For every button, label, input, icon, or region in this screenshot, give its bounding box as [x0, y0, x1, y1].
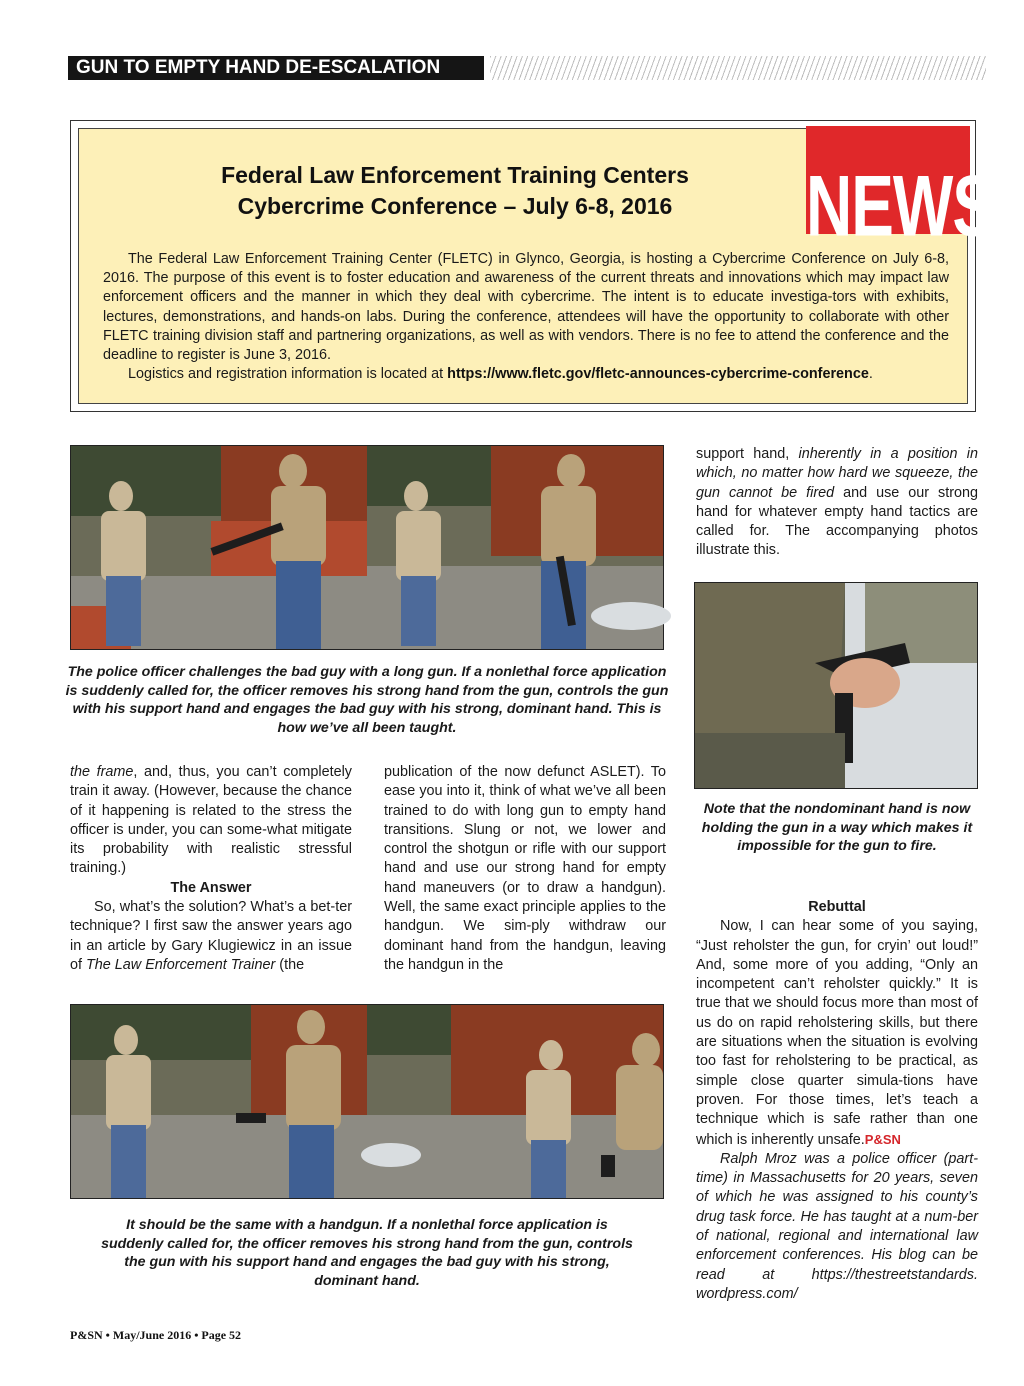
news-body [103, 250, 949, 384]
column-a-p2-italic: The Law Enforcement Trainer [86, 956, 276, 973]
news-title-line1: Federal Law Enforcement Training Centers [221, 162, 689, 188]
column-c-paragraph-1 [696, 445, 978, 561]
header-hatch-rule [490, 56, 986, 80]
column-a-paragraph-2 [70, 898, 352, 975]
column-a-paragraph-1 [70, 763, 352, 879]
column-c-p2: Now, I can hear some of you saying, “Just reholster the gun, for cryin’ out loud!” And, some more of you adding, “Only an incompetent can’t reholster quickly.” It is true that we should focus more than most of us do on rapid reholstering skills, but there are situations when the situation is evolving too fast for reholstering to be practical, as simple close quarter simula-tions have proven. For those times, let’s teach a technique which is safe rather than one which is inherently unsafe. [696, 918, 978, 1148]
column-c-paragraph-2 [696, 917, 978, 1150]
photo-support-hand-closeup [694, 582, 978, 789]
news-paragraph-2-prefix: Logistics and registration information is located at [128, 366, 448, 383]
news-paragraph-2 [103, 365, 949, 384]
column-c-p1-end: and use our strong hand for whatever empty hand tactics are called for. The accompanying photos illustrate this. [696, 484, 978, 559]
column-b-paragraph: publication of the now defunct ASLET). To ease you into it, think of what we’ve all been trained to do with long gun to empty hand transitions. Slung or not, we lower and control the shotgun or rifle with our support hand and use our strong hand for empty hand maneuvers (or to draw a handgun). Well, the same exact principle applies to the handgun. We sim-ply withdraw our dominant hand from the handgun, leaving the handgun in the [384, 764, 666, 973]
column-b [384, 763, 666, 975]
photo-long-gun-illustration [71, 446, 663, 649]
column-c-p1-start: support hand, [696, 446, 799, 462]
column-c-top [696, 445, 978, 561]
column-a-p2-end: (the [275, 956, 305, 973]
column-a-p2-start: So, what’s the solution? What’s a bet-ter technique? I first saw the answer years ago in an article by Gary Klugiewicz in an issue of [70, 899, 352, 973]
caption-photo-3: It should be the same with a handgun. If a nonlethal force application is suddenly called for, the officer removes his strong hand from the gun, controls the gun with his support hand and engages the bad guy with his strong, dominant hand. [101, 1217, 633, 1289]
photo-handgun-sequence [70, 1004, 664, 1199]
news-paragraph-1: The Federal Law Enforcement Training Center (FLETC) in Glynco, Georgia, is hosting a Cybercrime Conference on July 6-8, 2016. The purpose of this event is to foster education and awareness of the current threats and innovations which may impact law enforcement officers and the manner in which they deal with cybercrime. The intent is to educate investiga-tors with exhibits, lectures, demonstrations, and hands-on labs. During the conference, attendees will have the opportunity to collaborate with other FLETC training division staff and partnering organizations, as well as with vendors. There is no fee to attend the conference and the deadline to register is June 3, 2016. [103, 251, 949, 364]
photo-long-gun-sequence [70, 445, 664, 650]
news-paragraph-2-suffix: . [868, 366, 873, 383]
caption-photo-1: The police officer challenges the bad guy with a long gun. If a nonlethal force application is suddenly called for, the officer removes his strong hand from the gun, controls the gun with his support hand and engages the bad guy with his strong, dominant hand. This is how we’ve all been taught. [65, 664, 669, 736]
column-a-p1-italic: the frame [70, 764, 134, 780]
news-badge-label: NEWS [806, 157, 994, 255]
news-title-line2: Cybercrime Conference – July 6-8, 2016 [237, 193, 673, 219]
news-title [100, 160, 810, 222]
column-c-p1-italic: inherently in a position in which, no matter how hard we squeeze, the gun cannot be fired [696, 446, 978, 501]
heading-rebuttal: Rebuttal [808, 899, 866, 915]
column-c-bottom [696, 898, 978, 1304]
photo-hand-illustration [695, 583, 977, 788]
news-badge [806, 126, 994, 255]
section-header: GUN TO EMPTY HAND DE-ESCALATION [68, 56, 484, 80]
heading-the-answer: The Answer [170, 879, 252, 896]
caption-photo-2: Note that the nondominant hand is now holding the gun in a way which makes it impossible for the gun to fire. [701, 801, 973, 855]
column-a-p1-rest: , and, thus, you can’t completely train it away. (However, because the chance of it happening is related to the stress the officer is under, you can some-what mitigate its probability with realistic stressful training.) [70, 764, 352, 877]
end-mark: P&SN [864, 1131, 901, 1147]
column-a [70, 763, 352, 975]
page-footer: P&SN • May/June 2016 • Page 52 [70, 1328, 242, 1342]
author-bio: Ralph Mroz was a police officer (part-time) in Massachusetts for 20 years, seven of which he was assigned to his county’s drug task force. He has taught at a num-ber of national, regional and international law enforcement conferences. His blog can be read at https://thestreetstandards. wordpress.com/ [696, 1150, 978, 1302]
conference-link[interactable]: https://www.fletc.gov/fletc-announces-cybercrime-conference [447, 366, 869, 383]
photo-handgun-illustration [71, 1005, 663, 1198]
